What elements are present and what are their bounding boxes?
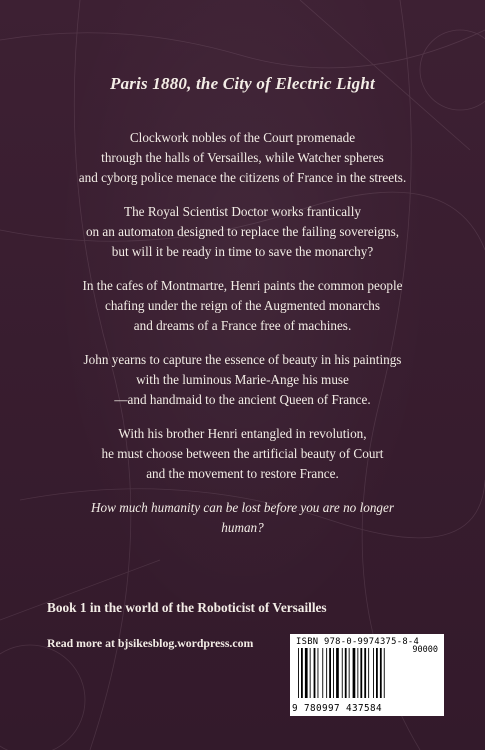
blurb <box>20 128 465 552</box>
blurb-line: chafing under the reign of the Augmented monarchs <box>104 298 381 313</box>
barcode-bar <box>310 648 311 698</box>
blurb-line: and dreams of a France free of machines. <box>133 318 352 333</box>
blurb-line: with the luminous Marie-Ange his muse <box>136 372 349 387</box>
question-line: human? <box>221 520 264 535</box>
read-more-link[interactable]: Read more at bjsikesblog.wordpress.com <box>47 636 254 650</box>
blurb-paragraph <box>20 424 465 484</box>
barcode-bar <box>342 648 343 698</box>
barcode-bar <box>353 648 356 698</box>
barcode-bar <box>318 648 319 698</box>
blurb-line: on an automaton designed to replace the failing sovereigns, <box>85 224 400 239</box>
blurb-paragraph <box>20 350 465 410</box>
blurb-line: John yearns to capture the essence of beauty in his paintings <box>83 352 402 367</box>
isbn-text: ISBN 978-0-9974375-8-4 <box>296 637 420 647</box>
barcode-bar <box>380 648 382 698</box>
blurb-line: Clockwork nobles of the Court promenade <box>129 130 356 145</box>
barcode-bar <box>368 648 369 698</box>
barcode-bar <box>322 648 323 698</box>
blurb-paragraph <box>20 276 465 336</box>
blurb-line: In the cafes of Montmartre, Henri paints the common people <box>82 278 403 293</box>
blurb-line: and cyborg police menace the citizens of France in the streets. <box>78 170 407 185</box>
barcode-bar <box>305 648 308 698</box>
barcode-bar <box>301 648 303 698</box>
price-code: 90000 <box>412 645 438 655</box>
barcode-bar <box>329 648 331 698</box>
series-note: Book 1 in the world of the Roboticist of Versailles <box>47 600 327 615</box>
barcode-bar <box>298 648 299 698</box>
blurb-line: but will it be ready in time to save the monarchy? <box>111 244 374 259</box>
barcode-bar <box>384 648 385 698</box>
blurb-line: through the halls of Versailles, while Watcher spheres <box>101 150 384 165</box>
barcode-bar <box>333 648 334 698</box>
isbn-barcode <box>290 634 444 716</box>
barcode-bar <box>349 648 350 698</box>
barcode-bar <box>360 648 362 698</box>
blurb-paragraph <box>20 128 465 188</box>
blurb-line: and the movement to restore France. <box>146 466 339 481</box>
headline: Paris 1880, the City of Electric Light <box>110 74 375 93</box>
blurb-line: —and handmaid to the ancient Queen of France. <box>114 392 371 407</box>
barcode-bar <box>376 648 378 698</box>
barcode-bar <box>357 648 358 698</box>
ean-digits: 9 780997 437584 <box>292 703 382 714</box>
question-line: How much humanity can be lost before you are no longer <box>90 500 394 515</box>
blurb-paragraph <box>20 202 465 262</box>
barcode-bars <box>296 648 396 702</box>
blurb-line: With his brother Henri entangled in revolution, <box>118 426 367 441</box>
barcode-bar <box>373 648 374 698</box>
closing-question <box>20 498 465 538</box>
barcode-bar <box>314 648 316 698</box>
blurb-line: he must choose between the artificial beauty of Court <box>101 446 384 461</box>
barcode-bar <box>336 648 339 698</box>
barcode-bar <box>345 648 347 698</box>
barcode-bar <box>326 648 327 698</box>
barcode-bar <box>364 648 366 698</box>
blurb-line: The Royal Scientist Doctor works frantically <box>124 204 361 219</box>
